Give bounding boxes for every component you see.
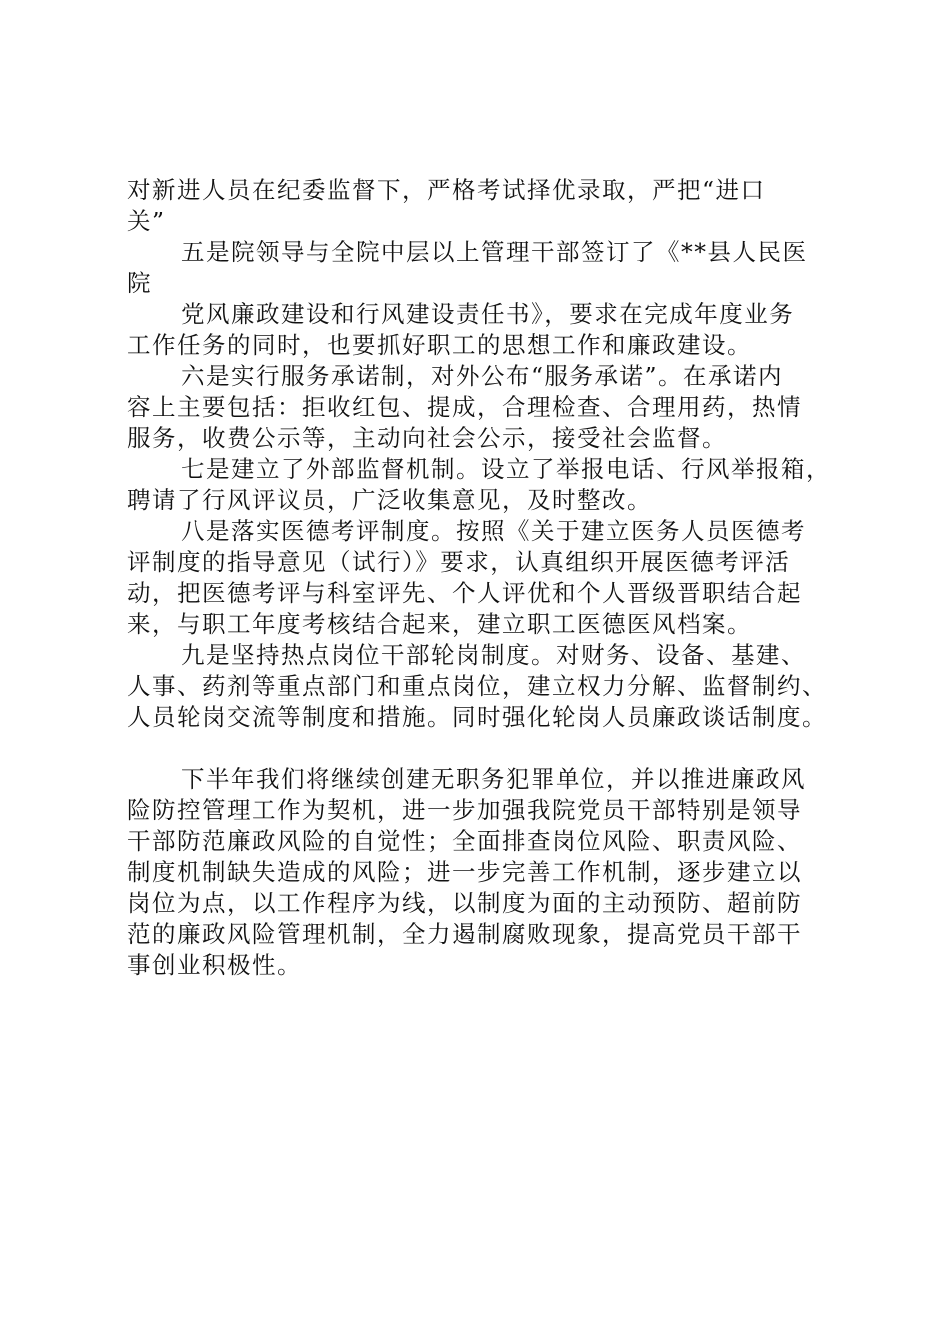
text-line: 人员轮岗交流等制度和措施。同时强化轮岗人员廉政谈话制度。 bbox=[127, 703, 827, 731]
text-line: 来，与职工年度考核结合起来，建立职工医德医风档案。 bbox=[127, 610, 752, 638]
paragraph-start-line: 党风廉政建设和行风建设责任书》，要求在完成年度业务 bbox=[181, 300, 795, 328]
text-line: 对新进人员在纪委监督下，严格考试择优录取，严把“进口 bbox=[127, 176, 766, 204]
text-line: 范的廉政风险管理机制，全力遏制腐败现象，提高党员干部干 bbox=[127, 920, 802, 948]
paragraph-start-line: 六是实行服务承诺制，对外公布“服务承诺”。在承诺内 bbox=[181, 362, 784, 390]
text-line: 评制度的指导意见（试行）》要求，认真组织开展医德考评活 bbox=[127, 548, 791, 576]
text-line: 容上主要包括：拒收红包、提成，合理检查、合理用药，热情 bbox=[127, 393, 802, 421]
text-line: 院 bbox=[127, 269, 152, 297]
text-line: 服务，收费公示等，主动向社会公示，接受社会监督。 bbox=[127, 424, 727, 452]
paragraph-start-line: 下半年我们将继续创建无职务犯罪单位，并以推进廉政风 bbox=[181, 765, 806, 793]
text-line: 干部防范廉政风险的自觉性；全面排查岗位风险、职责风险、 bbox=[127, 827, 802, 855]
paragraph-gap bbox=[127, 733, 852, 764]
text-line: 聘请了行风评议员，广泛收集意见，及时整改。 bbox=[127, 486, 652, 514]
text-line: 动，把医德考评与科室评先、个人评优和个人晋级晋职结合起 bbox=[127, 579, 802, 607]
text-line: 关” bbox=[127, 207, 166, 235]
text-line: 工作任务的同时，也要抓好职工的思想工作和廉政建设。 bbox=[127, 331, 752, 359]
text-line: 事创业积极性。 bbox=[127, 951, 302, 979]
paragraph-start-line: 八是落实医德考评制度。按照《关于建立医务人员医德考 bbox=[181, 517, 806, 545]
text-line: 人事、药剂等重点部门和重点岗位，建立权力分解、监督制约、 bbox=[127, 672, 827, 700]
document-body bbox=[127, 175, 852, 981]
text-line: 险防控管理工作为契机，进一步加强我院党员干部特别是领导 bbox=[127, 796, 802, 824]
paragraph-start-line: 五是院领导与全院中层以上管理干部签订了《**县人民医 bbox=[181, 238, 808, 266]
paragraph-start-line: 九是坚持热点岗位干部轮岗制度。对财务、设备、基建、 bbox=[181, 641, 806, 669]
paragraph-start-line: 七是建立了外部监督机制。设立了举报电话、行风举报箱， bbox=[181, 455, 831, 483]
text-line: 岗位为点，以工作程序为线，以制度为面的主动预防、超前防 bbox=[127, 889, 802, 917]
text-line: 制度机制缺失造成的风险；进一步完善工作机制，逐步建立以 bbox=[127, 858, 802, 886]
